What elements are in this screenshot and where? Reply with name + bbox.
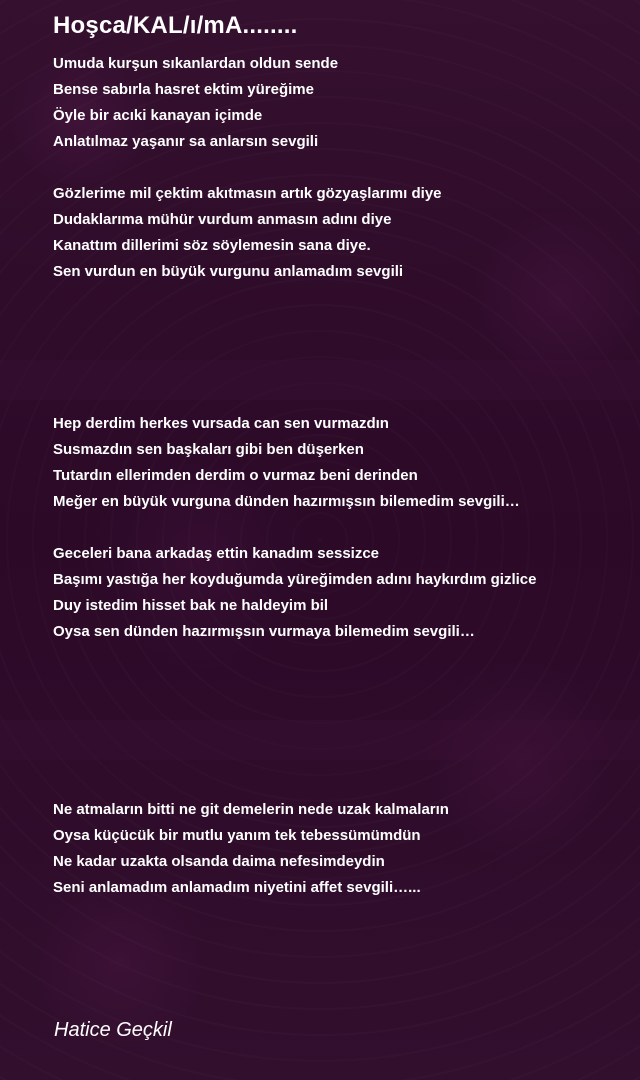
poem-line: Hep derdim herkes vursada can sen vurmazdın [53, 415, 389, 432]
poem-line: Kanattım dillerimi söz söylemesin sana diye. [53, 237, 371, 254]
poem-line: Seni anlamadım anlamadım niyetini affet sevgili…... [53, 879, 421, 896]
poem-line: Susmazdın sen başkaları gibi ben düşerken [53, 441, 364, 458]
stanza-3 [53, 411, 520, 515]
poem-line: Dudaklarıma mühür vurdum anmasın adını diye [53, 211, 392, 228]
decorative-band [0, 360, 640, 400]
poem-line: Bense sabırla hasret ektim yüreğime [53, 81, 314, 98]
poem-line: Oysa küçücük bir mutlu yanım tek tebessümümdün [53, 827, 421, 844]
poem-line: Geceleri bana arkadaş ettin kanadım sessizce [53, 545, 380, 562]
poem-line: Sen vurdun en büyük vurgunu anlamadım sevgili [53, 263, 404, 280]
poem-line: Tutardın ellerimden derdim o vurmaz beni derinden [53, 467, 418, 484]
poem-line: Ne atmaların bitti ne git demelerin nede uzak kalmaların [53, 801, 449, 818]
poem-line: Gözlerime mil çektim akıtmasın artık gözyaşlarımı diye [53, 185, 442, 202]
poem-line: Ne kadar uzakta olsanda daima nefesimdeydin [53, 853, 385, 870]
stanza-5 [53, 797, 449, 901]
poem-line: Umuda kurşun sıkanlardan oldun sende [53, 55, 339, 72]
decorative-band [0, 720, 640, 760]
poem-line: Duy istedim hisset bak ne haldeyim bil [53, 597, 329, 614]
poem-line: Başımı yastığa her koyduğumda yüreğimden adını haykırdım gizlice [53, 571, 537, 588]
stanza-1 [53, 51, 338, 155]
poem-author: Hatice Geçkil [54, 1019, 172, 1041]
poem-line: Meğer en büyük vurguna dünden hazırmışsın bilemedim sevgili… [53, 493, 520, 510]
poem-line: Öyle bir acıki kanayan içimde [53, 107, 263, 124]
poem-line: Oysa sen dünden hazırmışsın vurmaya bilemedim sevgili… [53, 623, 475, 640]
poem-line: Anlatılmaz yaşanır sa anlarsın sevgili [53, 133, 319, 150]
stanza-2 [53, 181, 442, 285]
poem-title: Hoşca/KAL/ı/mA........ [53, 12, 298, 39]
stanza-4 [53, 541, 536, 645]
